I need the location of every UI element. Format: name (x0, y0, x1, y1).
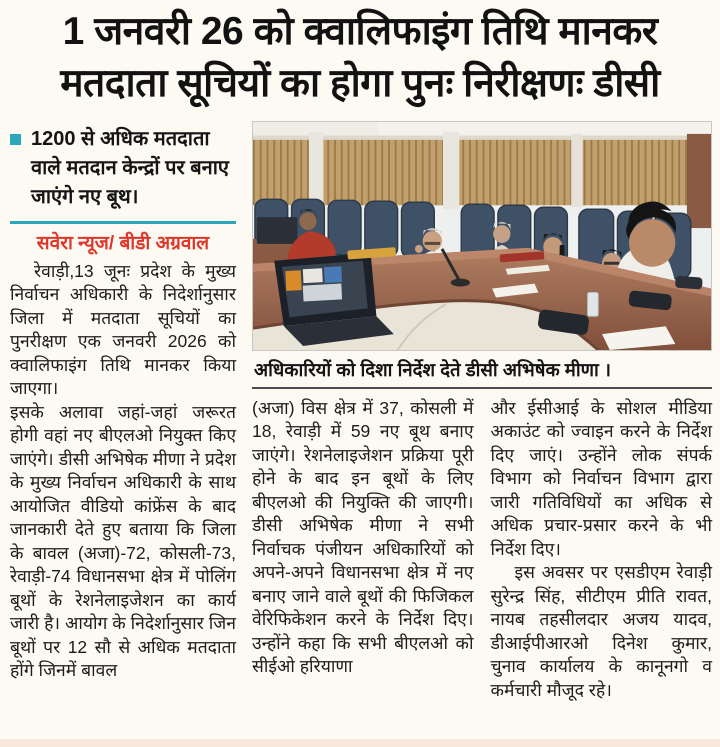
telephone (675, 275, 703, 289)
column-right (491, 397, 713, 703)
water-glass (588, 292, 599, 316)
teal-square-bullet-icon (10, 134, 21, 145)
wall-pillar (443, 131, 459, 208)
col3-paragraph-2: इस अवसर पर एसडीएम रेवाड़ी सुरेन्द्र सिंह, सीटीएम प्रीति रावत, नायब तहसीलदार अजय यादव, डीआईपीआरओ दिनेश कुमार, चुनाव कार्यालय के कानूनगो व कर्मचारी मौजूद रहे। (490, 562, 712, 700)
col1-paragraph-1: रेवाड़ी,13 जूनः प्रदेश के मुख्य निर्वाचन अधिकारी के निदेर्शानुसार जिला में मतदाता सूचियों का पुनरीक्षण एक जनवरी 2026 को क्वालिफाइंग तिथि मानकर किया जाएगा। (10, 260, 236, 398)
monitor (257, 217, 297, 244)
headline-line-1: 1 जनवरी 26 को क्वालिफाइंग तिथि मानकर (62, 10, 658, 53)
article-body (0, 115, 720, 703)
wall-pillar (571, 133, 583, 206)
photo-and-columns (252, 121, 712, 703)
column-left (10, 121, 236, 683)
col3-paragraph-1: और ईसीआई के सोशल मीडिया अकाउंट को ज्वाइन करने के निर्देश दिए जाएं। उन्होंने लोक संपर्क विभाग को निर्वाचन विभाग द्वारा जारी गतिविधियों का अधिक से अधिक प्रचार-प्रसार करने के भी निर्देश दिए। (490, 397, 712, 559)
meeting-photo (252, 121, 712, 351)
lower-columns (252, 397, 712, 703)
conference-room-scene (253, 122, 711, 350)
photo-caption: अधिकारियों को दिशा निर्देश देते डीसी अभिषेक मीणा । (254, 358, 611, 380)
headline-line-2: मतदाता सूचियों का होगा पुनः निरीक्षणः डीसी (60, 62, 660, 106)
col2-paragraph: (अजा) विस क्षेत्र में 37, कोसली में 18, रेवाड़ी में 59 नए बूथ बनाए जाएंगे। रेशनेलाइजेशन प्रक्रिया पूरी होने के बाद इन बूथों के लिए बीएलओ की नियुक्ति की जाएगी। डीसी अभिषेक मीणा ने सभी निर्वाचक पंजीयन अधिकारियों को अपने-अपने विधानसभा क्षेत्र में नए बनाए जाने वाले बूथों की फिजिकल वेरिफिकेशन करने के निर्देश दिए। उन्होंने कहा कि सभी बीएलओ को सीईओ हरियाणा (252, 397, 474, 676)
byline: सवेरा न्यूज/ बीडी अग्रवाल (36, 232, 210, 254)
caption-divider-rule (252, 387, 712, 389)
headline (0, 0, 720, 115)
col1-paragraph-2: इसके अलावा जहां-जहां जरूरत होगी वहां नए बीएलओ नियुक्त किए जाएंगे। डीसी अभिषेक मीणा ने प्रदेश के मुख्य निर्वाचन अधिकारी के साथ आयोजित वीडियो कांफ्रेंस के बाद जानकारी देते हुए बताया कि जिला के बावल (अजा)-72, कोसली-73, रेवाड़ी-74 विधानसभा क्षेत्र में पोलिंग बूथों के रेशनेलाइजेशन का कार्य जारी है। आयोग के निदेर्शानुसार जिन बूथों पर 12 सौ से अधिक मतदाता होंगे जिनमें बावल (10, 401, 236, 680)
page-bottom-strip (0, 739, 720, 747)
wall-pillar (309, 131, 323, 208)
door-frame (687, 133, 711, 227)
column-middle (252, 397, 474, 703)
highlight-text: 1200 से अधिक मतदाता वाले मतदान केन्द्रों पर बनाए जाएंगे नए बूथ। (31, 127, 229, 208)
highlight-box (10, 121, 236, 214)
byline-divider-rule (10, 221, 236, 224)
